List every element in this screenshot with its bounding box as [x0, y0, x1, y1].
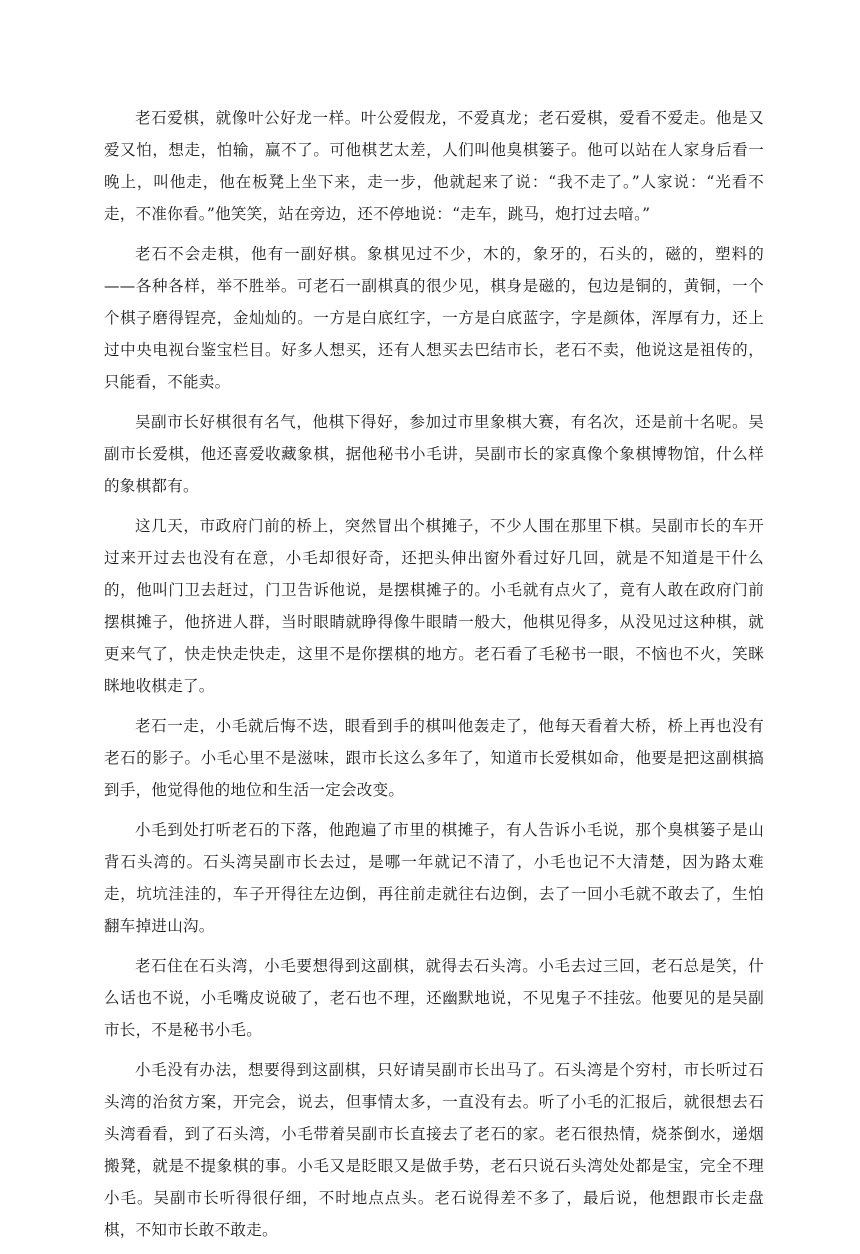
- paragraph-2: 老石不会走棋，他有一副好棋。象棋见过不少，木的，象牙的，石头的，磁的，塑料的——各种各样，举不胜举。可老石一副棋真的很少见，棋身是磁的，包边是铜的，黄铜，一个个棋子磨得锃亮，金灿灿的。一方是白底红字，一方是白底蓝字，字是颜体，浑厚有力，还上过中央电视台鉴宝栏目。好多人想买，还有人想买去巴结市长，老石不卖，他说这是祖传的，只能看，不能卖。: [104, 245, 764, 391]
- paragraph-5: 老石一走，小毛就后悔不迭，眼看到手的棋叫他轰走了，他每天看着大桥，桥上再也没有老石的影子。小毛心里不是滋味，跟市长这么多年了，知道市长爱棋如命，他要是把这副棋搞到手，他觉得他的地位和生活一定会改变。: [104, 717, 764, 799]
- paragraph-6: 小毛到处打听老石的下落，他跑遍了市里的棋摊子，有人告诉小毛说，那个臭棋篓子是山背石头湾的。石头湾吴副市长去过，是哪一年就记不清了，小毛也记不大清楚，因为路太难走，坑坑洼洼的，车子开得往左边倒，再往前走就往右边倒，去了一回小毛就不敢去了，生怕翻车掉进山沟。: [104, 821, 764, 935]
- document-body: [104, 102, 764, 1254]
- paragraph-4: 这几天，市政府门前的桥上，突然冒出个棋摊子，不少人围在那里下棋。吴副市长的车开过来开过去也没有在意，小毛却很好奇，还把头伸出窗外看过好几回，就是不知道是干什么的，他叫门卫去赶过，门卫告诉他说，是摆棋摊子的。小毛就有点火了，竟有人敢在政府门前摆棋摊子，他挤进人群，当时眼睛就睁得像牛眼睛一般大，他棋见得多，从没见过这种棋，就更来气了，快走快走快走，这里不是你摆棋的地方。老石看了毛秘书一眼，不恼也不火，笑眯眯地收棋走了。: [104, 517, 764, 695]
- paragraph-3: 吴副市长好棋很有名气，他棋下得好，参加过市里象棋大赛，有名次，还是前十名呢。吴副市长爱棋，他还喜爱收藏象棋，据他秘书小毛讲，吴副市长的家真像个象棋博物馆，什么样的象棋都有。: [104, 413, 764, 495]
- paragraph-1: 老石爱棋，就像叶公好龙一样。叶公爱假龙，不爱真龙；老石爱棋，爱看不爱走。他是又爱又怕，想走，怕输，赢不了。可他棋艺太差，人们叫他臭棋篓子。他可以站在人家身后看一晚上，叫他走，他在板凳上坐下来，走一步，他就起来了说：“我不走了。”人家说：“光看不走，不准你看。”他笑笑，站在旁边，还不停地说：“走车，跳马，炮打过去喑。”: [104, 109, 764, 223]
- paragraph-8: 小毛没有办法，想要得到这副棋，只好请吴副市长出马了。石头湾是个穷村，市长听过石头湾的治贫方案，开完会，说去，但事情太多，一直没有去。听了小毛的汇报后，就很想去石头湾看看，到了石头湾，小毛带着吴副市长直接去了老石的家。老石很热情，烧茶倒水，递烟搬凳，就是不提象棋的事。小毛又是眨眼又是做手势，老石只说石头湾处处都是宝，完全不理小毛。吴副市长听得很仔细，不时地点点头。老石说得差不多了，最后说，他想跟市长走盘棋，不知市长敢不敢走。: [104, 1061, 764, 1239]
- paragraph-7: 老石住在石头湾，小毛要想得到这副棋，就得去石头湾。小毛去过三回，老石总是笑，什么话也不说，小毛嘴皮说破了，老石也不理，还幽默地说，不见鬼子不挂弦。他要见的是吴副市长，不是秘书小毛。: [104, 957, 764, 1039]
